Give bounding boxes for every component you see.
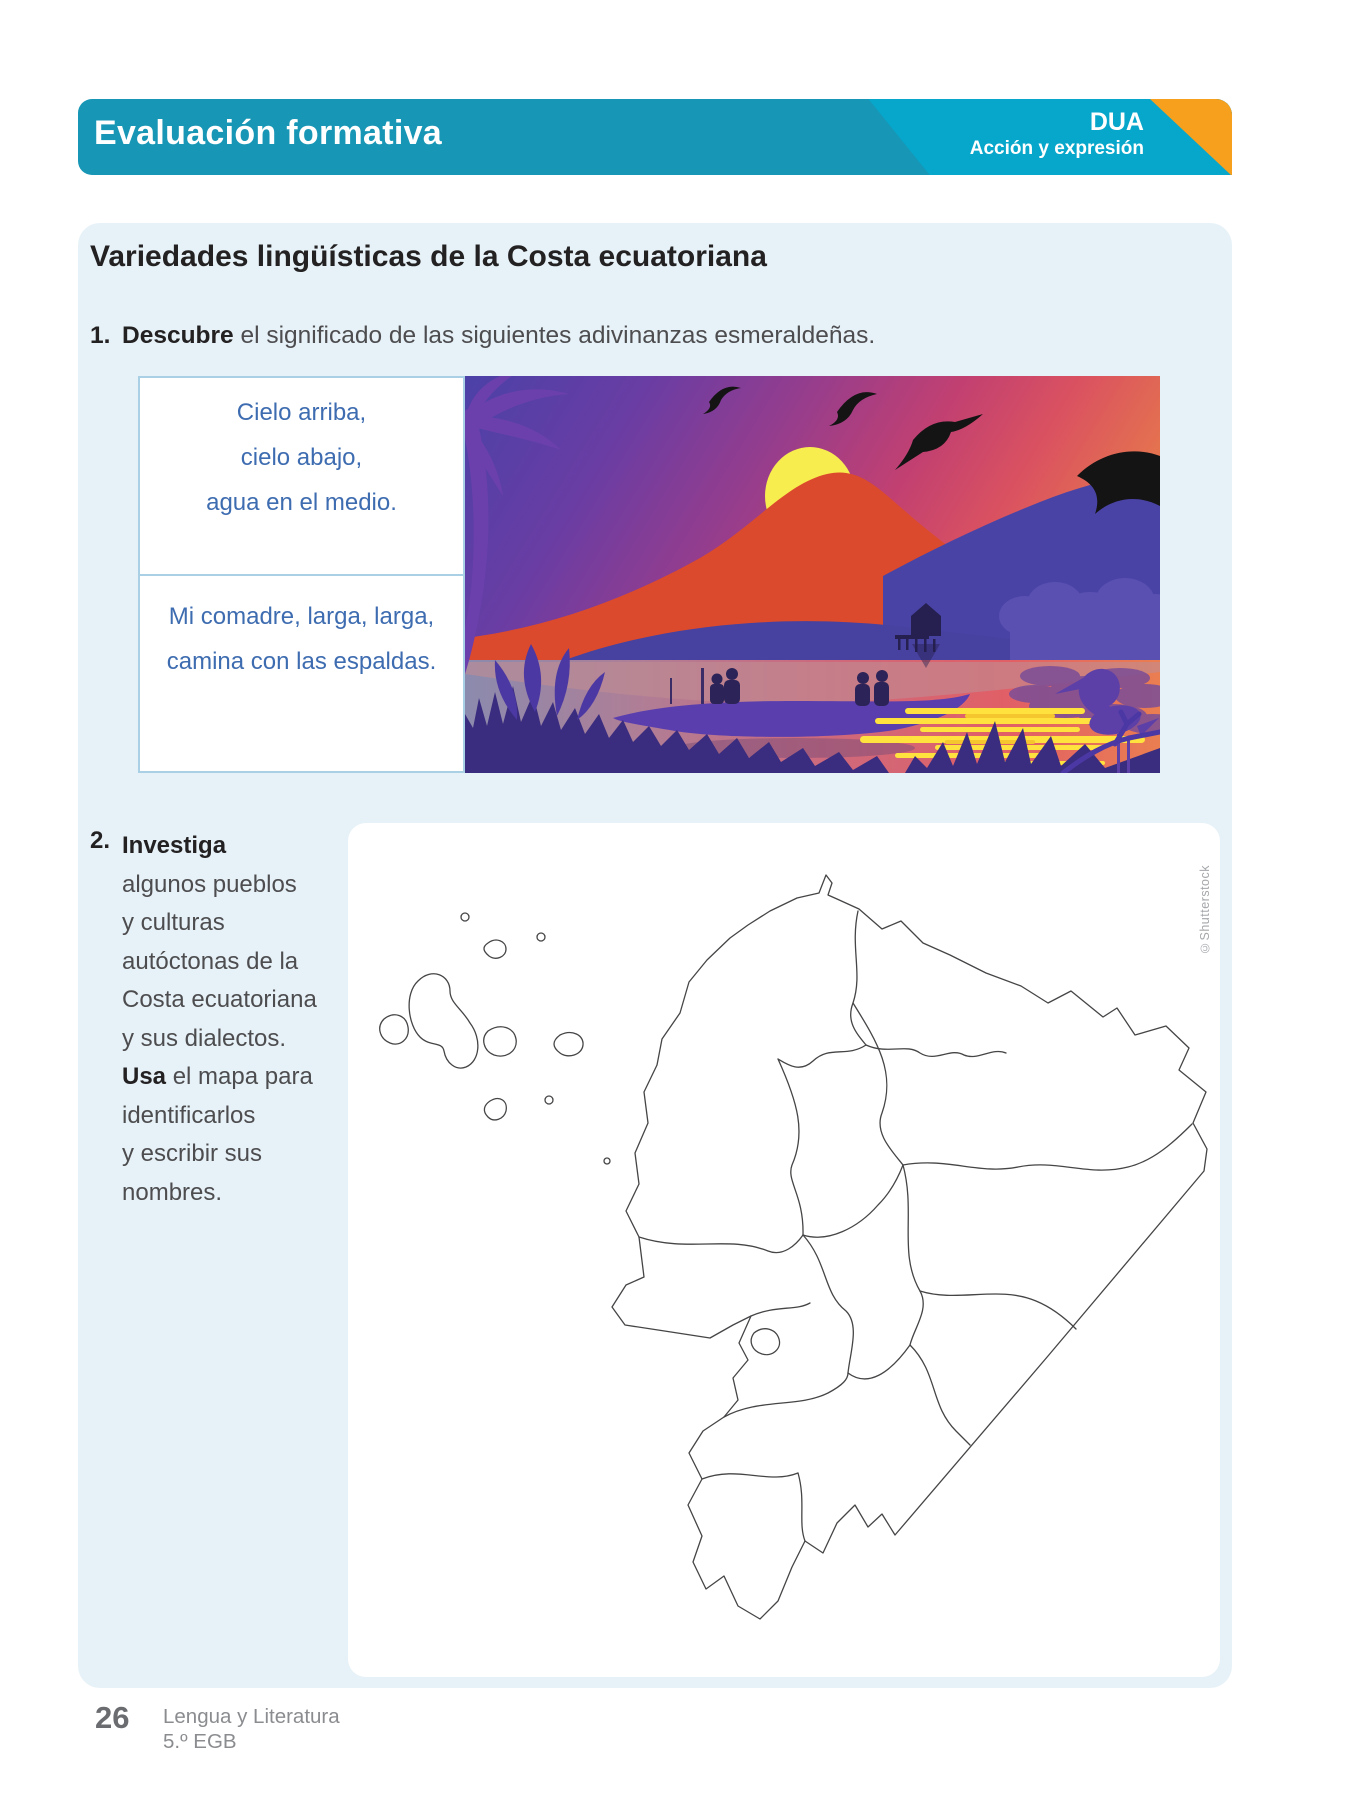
ex2-bold: Investiga	[122, 832, 227, 859]
ex2-rest: y culturas	[122, 909, 225, 936]
dua-sublabel: Acción y expresión	[969, 138, 1144, 159]
map-mainland	[612, 875, 1207, 1619]
ex2-line	[122, 1020, 352, 1059]
exercise-1-number: 1.	[90, 322, 111, 349]
ex2-rest: el mapa para	[166, 1063, 313, 1090]
footer-grade: 5.º EGB	[163, 1730, 237, 1753]
ex2-line	[122, 1097, 352, 1136]
ex2-rest: nombres.	[122, 1178, 223, 1206]
ex2-rest: identificarlos	[122, 1101, 256, 1129]
riddle-line: camina con las espaldas.	[166, 648, 437, 675]
ex2-line	[122, 1174, 352, 1213]
dua-badge	[970, 107, 1144, 161]
page-title: Evaluación formativa	[94, 114, 443, 152]
riddle-line: Mi comadre, larga, larga,	[168, 603, 435, 630]
map-province-borders	[639, 911, 1192, 1541]
riddle-line: cielo abajo,	[240, 444, 363, 471]
exercise-1-rest: el significado de las siguientes adivinanzas esmeraldeñas.	[233, 322, 876, 349]
riddle-line: Cielo arriba,	[236, 399, 367, 426]
shutterstock-credit: ©Shutterstock	[1198, 865, 1212, 955]
map-panel	[348, 823, 1220, 1677]
ex2-rest: y sus dialectos.	[122, 1024, 287, 1052]
footer-text	[163, 1704, 340, 1754]
exercise-2	[90, 827, 352, 1212]
header-bar	[78, 99, 1232, 175]
ex2-rest: y escribir sus	[122, 1140, 263, 1167]
page-number: 26	[95, 1700, 130, 1735]
puna-island	[751, 1329, 779, 1355]
ex2-line	[122, 1058, 352, 1097]
exercise-1-text	[122, 322, 875, 350]
riddle-line: agua en el medio.	[206, 489, 397, 516]
footer-subject: Lengua y Literatura	[163, 1705, 340, 1728]
ex2-line	[122, 827, 352, 866]
section-title: Variedades lingüísticas de la Costa ecuatoriana	[90, 240, 767, 273]
exercise-1	[90, 322, 1090, 350]
ex2-rest: Costa ecuatoriana	[122, 986, 317, 1013]
ex2-line	[122, 981, 352, 1020]
ex2-rest: algunos pueblos	[122, 870, 297, 898]
dua-label: DUA	[1089, 108, 1144, 136]
ex2-rest: autóctonas de la	[122, 947, 299, 975]
exercise-2-number: 2.	[90, 827, 111, 854]
ex2-bold: Usa	[122, 1063, 167, 1090]
galapagos-islands	[380, 913, 780, 1355]
ex2-line	[122, 904, 352, 943]
exercise-2-text	[122, 827, 352, 1212]
ex2-line	[122, 1135, 352, 1174]
ex2-line	[122, 866, 352, 905]
sunset-illustration	[465, 376, 1160, 773]
riddle-box-2	[138, 574, 465, 773]
ecuador-map	[358, 833, 1208, 1663]
riddle-box-1	[138, 376, 465, 576]
ex2-line	[122, 943, 352, 982]
exercise-1-verb: Descubre	[122, 322, 234, 349]
